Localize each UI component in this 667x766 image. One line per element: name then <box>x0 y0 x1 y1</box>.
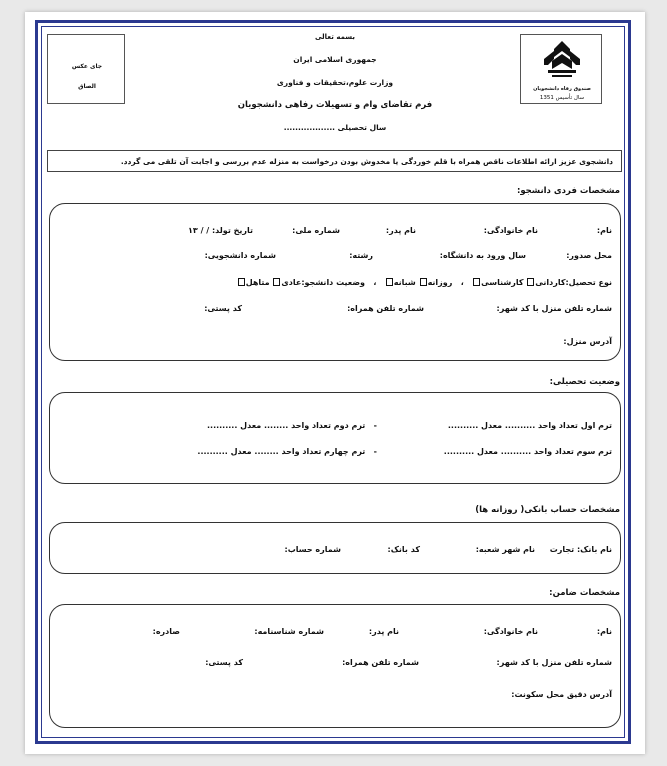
academic-year: سال تحصیلی .................. <box>283 123 387 132</box>
photo-box <box>47 34 125 104</box>
student-number-label: شماره دانشجویی: <box>204 251 276 260</box>
guarantor-last-name-label: نام خانوادگی: <box>483 627 538 636</box>
bank-code-label: کد بانک: <box>387 545 420 554</box>
guarantor-section-title: مشخصات ضامن: <box>549 588 620 598</box>
day-label: روزانه <box>427 278 453 287</box>
associate-checkbox[interactable] <box>527 278 534 286</box>
education-type-row: نوع تحصیل:کاردانی کارشناسی ، روزانه شبانه ، وضعیت دانشجو:عادی متاهل <box>237 278 612 287</box>
guarantor-address-label: آدرس دقیق محل سکونت: <box>511 690 612 699</box>
term1-line: ترم اول تعداد واحد .......... معدل .......... <box>447 421 612 430</box>
guarantor-first-name-label: نام: <box>596 627 612 636</box>
term4-dash: - <box>373 447 377 456</box>
branch-city-label: نام شهر شعبه: <box>475 545 535 554</box>
day-checkbox[interactable] <box>420 278 427 286</box>
first-name-label: نام: <box>596 226 612 235</box>
logo-caption: صندوق رفاه دانشجویان <box>533 86 591 92</box>
father-name-label: نام پدر: <box>385 226 416 235</box>
birth-date-label: تاریخ تولد: / / ۱۳ <box>188 226 253 235</box>
guarantor-mobile-label: شماره تلفن همراه: <box>342 658 419 667</box>
term4-text: ترم چهارم تعداد واحد ........ معدل .......... <box>197 447 366 456</box>
entry-year-label: سال ورود به دانشگاه: <box>439 251 526 260</box>
guarantor-postal-code-label: کد پستی: <box>205 658 243 667</box>
guarantor-issued-label: صادره: <box>152 627 180 636</box>
term2-text: ترم دوم تعداد واحد ........ معدل .......... <box>206 421 366 430</box>
term2-dash: - <box>373 421 377 430</box>
form-page <box>25 12 645 754</box>
country-name: جمهوری اسلامی ایران <box>293 55 377 64</box>
notice-box <box>47 150 622 172</box>
photo-label: جای عکس <box>71 63 103 70</box>
term2-line <box>207 421 377 430</box>
bank-info-box <box>49 522 621 574</box>
postal-code-label: کد پستی: <box>204 304 242 313</box>
place-of-issue-label: محل صدور: <box>566 251 612 260</box>
term4-line <box>197 447 377 456</box>
logo-box <box>520 34 602 104</box>
home-phone-label: شماره تلفن منزل با کد شهر: <box>496 304 612 313</box>
logo-year: سال تأسیس 1351 <box>539 95 585 101</box>
notice-text: دانشجوی عزیز ارائه اطلاعات ناقص همراه با قلم خوردگی یا مخدوش بودن درخواست به منزله عدم بررسی و اجابت آن تلقی می گردد. <box>120 157 613 166</box>
status-label: وضعیت دانشجو:عادی <box>281 278 366 287</box>
guarantor-info-box <box>49 604 621 728</box>
form-title: فرم تقاضای وام و تسهیلات رفاهی دانشجویان <box>237 100 433 110</box>
evening-label: شبانه <box>393 278 416 287</box>
education-type-label: نوع تحصیل:کاردانی <box>535 278 612 287</box>
academic-section-title: وضعیت تحصیلی: <box>549 377 620 387</box>
last-name-label: نام خانوادگی: <box>483 226 538 235</box>
single-checkbox[interactable] <box>273 278 280 286</box>
mobile-label: شماره تلفن همراه: <box>347 304 424 313</box>
home-address-label: آدرس منزل: <box>563 337 612 346</box>
evening-checkbox[interactable] <box>386 278 393 286</box>
guarantor-id-number-label: شماره شناسنامه: <box>254 627 324 636</box>
married-label: متاهل <box>245 278 270 287</box>
term3-line: ترم سوم تعداد واحد .......... معدل .......... <box>443 447 612 456</box>
national-id-label: شماره ملی: <box>292 226 340 235</box>
bank-section-title: مشخصات حساب بانکی( روزانه ها) <box>475 505 620 515</box>
ministry-name: وزارت علوم،تحقیقات و فناوری <box>276 78 394 87</box>
major-label: رشته: <box>349 251 373 260</box>
personal-section-title: مشخصات فردی دانشجو: <box>516 186 620 196</box>
account-number-label: شماره حساب: <box>284 545 341 554</box>
bachelor-label: کارشناسی <box>481 278 524 287</box>
married-checkbox[interactable] <box>238 278 245 286</box>
photo-label-2: الصاق <box>78 83 96 90</box>
bank-name-label: نام بانک: تجارت <box>549 545 612 554</box>
basmala: بسمه تعالی <box>314 33 356 41</box>
academic-info-box <box>49 392 621 484</box>
bachelor-checkbox[interactable] <box>473 278 480 286</box>
guarantor-father-name-label: نام پدر: <box>368 627 399 636</box>
guarantor-home-phone-label: شماره تلفن منزل با کد شهر: <box>496 658 612 667</box>
personal-info-box <box>49 203 621 361</box>
